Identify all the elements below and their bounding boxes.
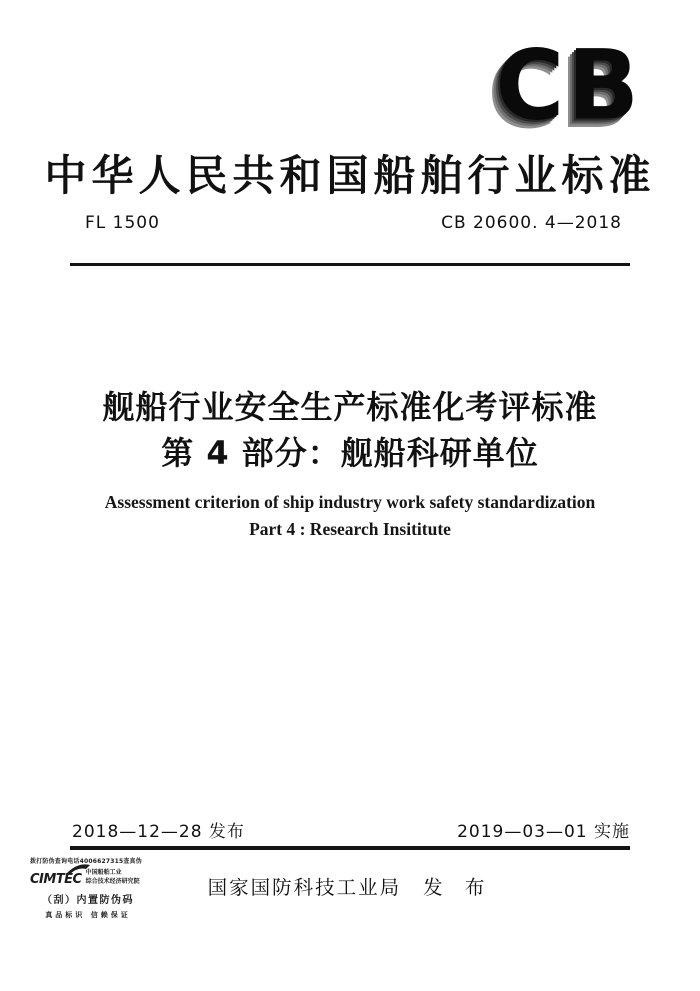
publisher-action: 发 布 — [423, 876, 493, 899]
stamp-org-line1: 中国船舶工业 — [85, 869, 122, 877]
top-divider — [70, 263, 630, 266]
english-subtitle-line1: Assessment criterion of ship industry work safety standardization — [104, 492, 596, 512]
stamp-org-line2: 综合技术经济研究院 — [85, 877, 140, 885]
implement-date: 2019—03—01 实施 — [457, 822, 630, 842]
stamp-code-label: （刮）内置防伪码 — [42, 895, 134, 906]
english-subtitle-line2: Part 4 : Research Insititute — [249, 519, 451, 540]
english-subtitle-block — [0, 489, 700, 543]
cimtec-swoosh-icon — [66, 861, 92, 875]
cb-standard-logo: CB — [495, 30, 642, 143]
stamp-org-name — [86, 869, 140, 886]
stamp-slogan: 真品标识 信赖保证 — [45, 911, 131, 919]
dates-row — [72, 817, 630, 842]
standard-meta-row — [85, 213, 622, 233]
issue-date: 2018—12—28 发布 — [72, 822, 245, 842]
national-standard-title: 中华人民共和国船舶行业标准 — [44, 151, 656, 200]
stamp-hotline-text: 拨打防伪查询电话4006627315查真伪 — [30, 858, 142, 865]
standard-number: CB 20600. 4—2018 — [441, 213, 622, 233]
publisher-name: 国家国防科技工业局 — [207, 876, 402, 899]
cimtec-brand-text: CIMTEC — [30, 872, 82, 887]
document-title-block — [0, 384, 700, 477]
stamp-brand-row — [30, 868, 146, 887]
classification-code: FL 1500 — [85, 213, 160, 233]
bottom-divider — [70, 846, 630, 850]
cimtec-logo — [30, 868, 82, 887]
anti-counterfeit-stamp — [30, 856, 146, 920]
document-title-line2: 第 4 部分：舰船科研单位 — [161, 434, 539, 473]
document-title-line1: 舰船行业安全生产标准化考评标准 — [102, 388, 598, 426]
